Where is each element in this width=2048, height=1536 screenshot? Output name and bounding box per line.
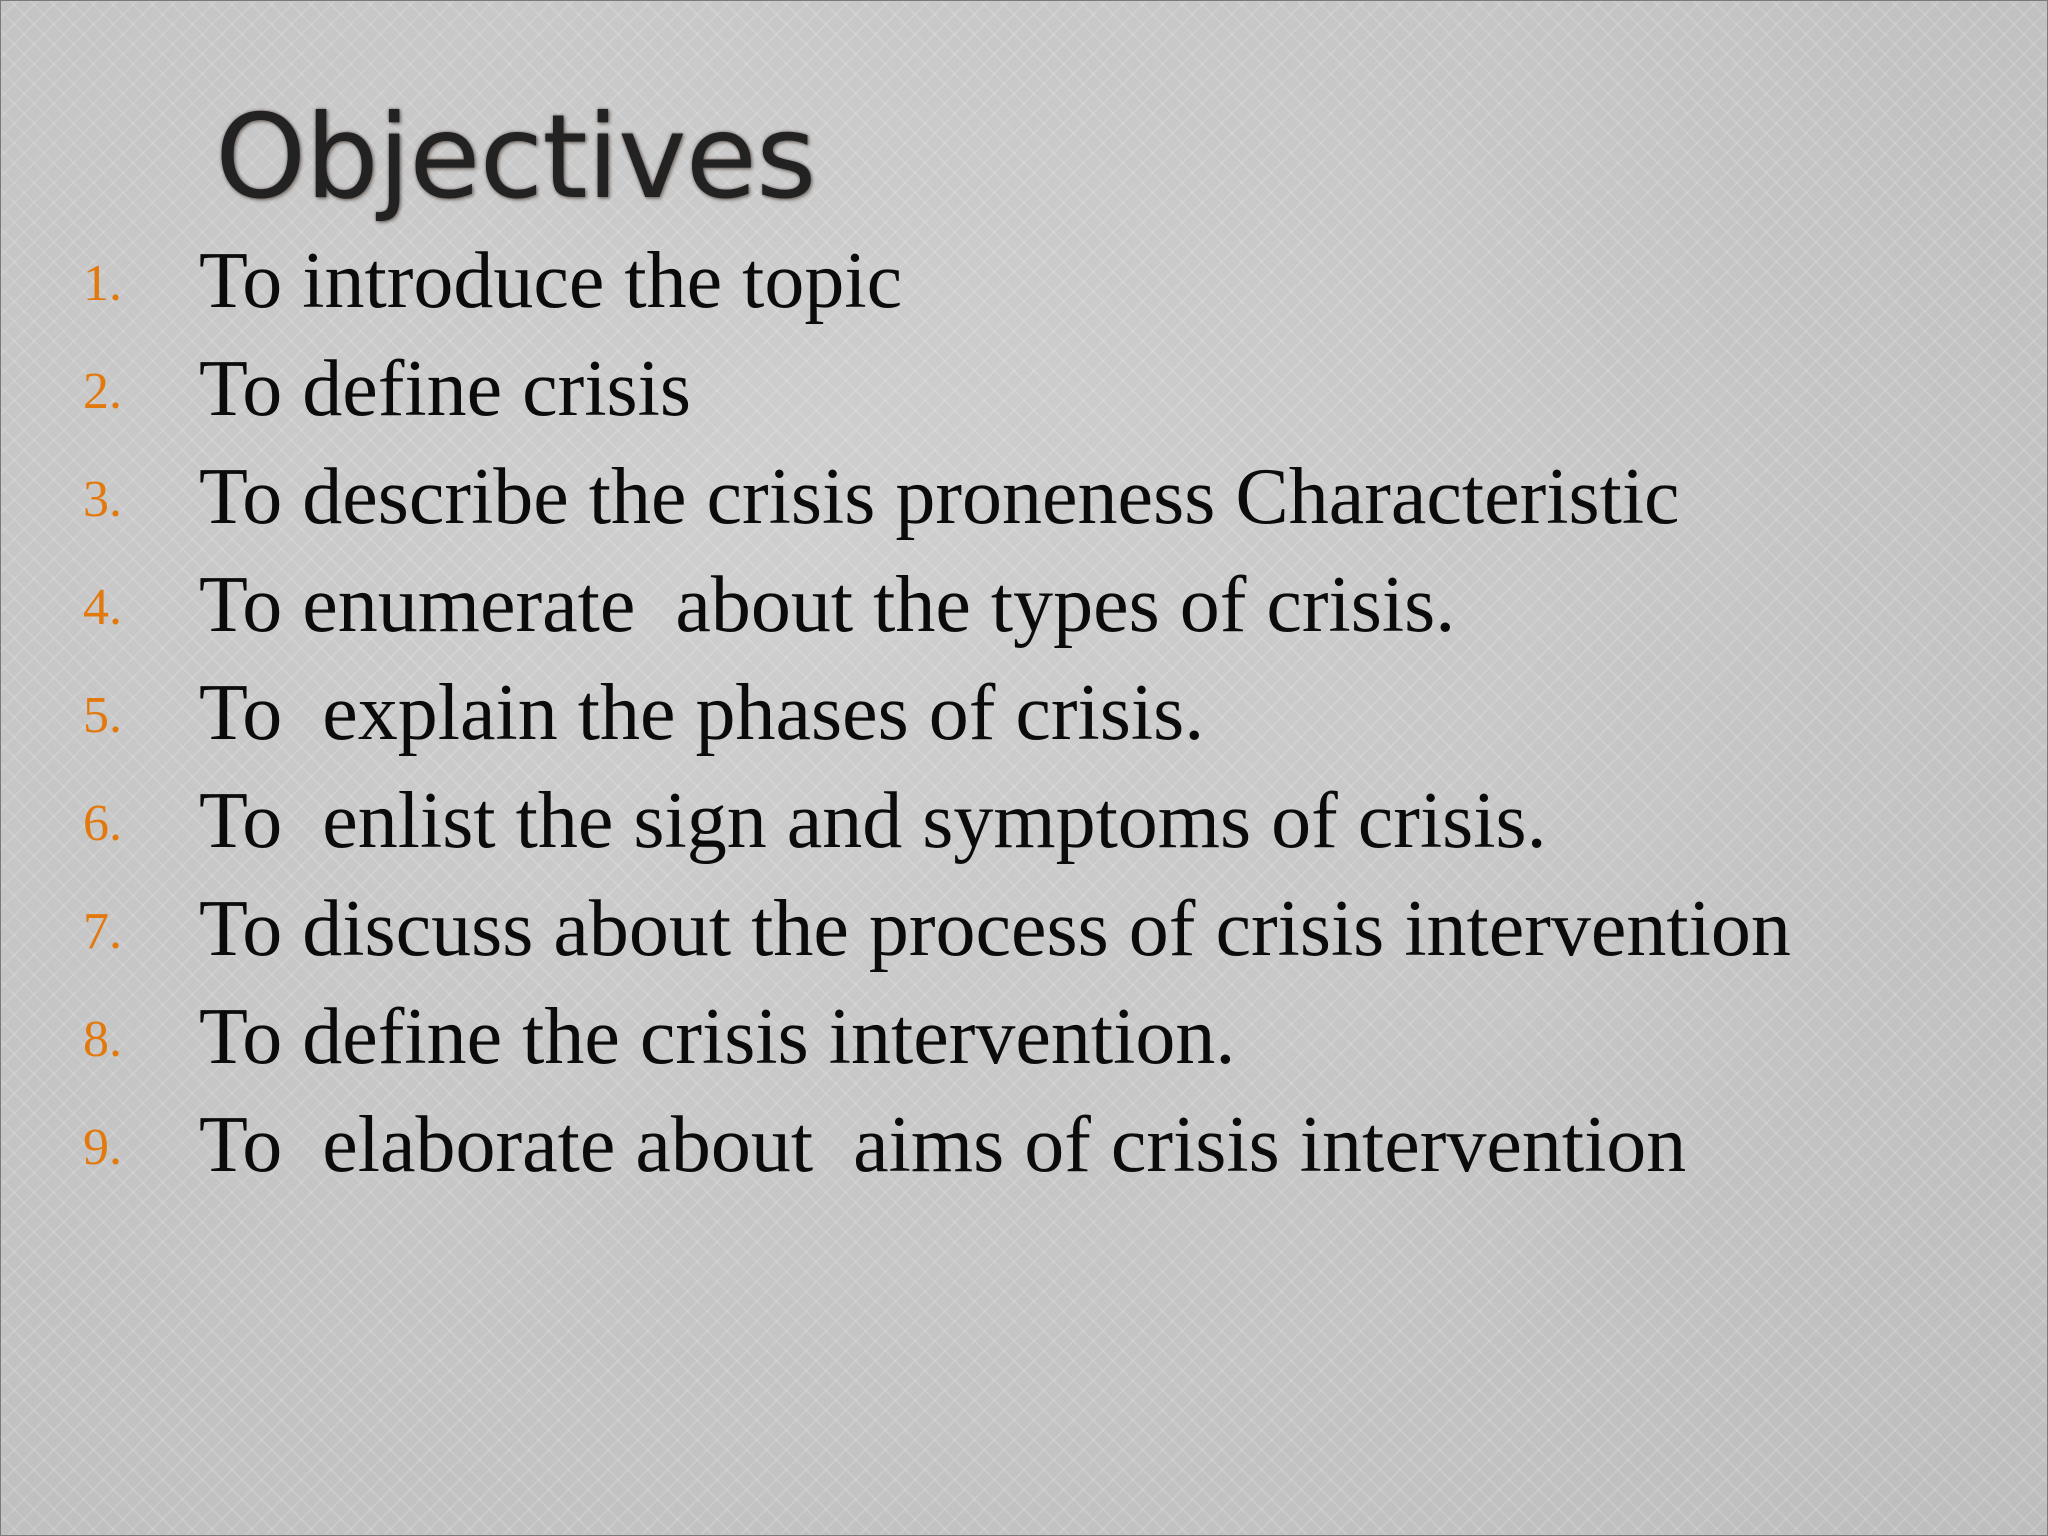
objective-item — [1, 1091, 2001, 1199]
objective-item — [1, 227, 2001, 335]
slide-title: Objectives — [215, 90, 816, 225]
objective-number: 4. — [83, 579, 122, 636]
objectives-list — [1, 227, 2001, 1199]
objective-number: 7. — [83, 903, 122, 960]
objective-text: To enumerate about the types of crisis. — [199, 561, 1456, 649]
objective-number: 3. — [83, 471, 122, 528]
objective-item — [1, 443, 2001, 551]
objective-number: 8. — [83, 1011, 122, 1068]
objective-number: 2. — [83, 363, 122, 420]
objective-text: To elaborate about aims of crisis intervention — [199, 1101, 1687, 1189]
objective-item — [1, 551, 2001, 659]
objective-text: To discuss about the process of crisis intervention — [199, 885, 1791, 973]
objective-number: 9. — [83, 1119, 122, 1176]
objective-item — [1, 875, 2001, 983]
objective-item — [1, 767, 2001, 875]
objective-item — [1, 983, 2001, 1091]
objective-text: To define the crisis intervention. — [199, 993, 1236, 1081]
objective-text: To enlist the sign and symptoms of crisis. — [199, 777, 1547, 865]
objective-number: 6. — [83, 795, 122, 852]
objective-number: 1. — [83, 255, 122, 312]
objective-item — [1, 659, 2001, 767]
objective-text: To introduce the topic — [199, 237, 903, 325]
objective-number: 5. — [83, 687, 122, 744]
objective-text: To describe the crisis proneness Characteristic — [199, 453, 1680, 541]
objective-item — [1, 335, 2001, 443]
objective-text: To define crisis — [199, 345, 692, 433]
objective-text: To explain the phases of crisis. — [199, 669, 1205, 757]
